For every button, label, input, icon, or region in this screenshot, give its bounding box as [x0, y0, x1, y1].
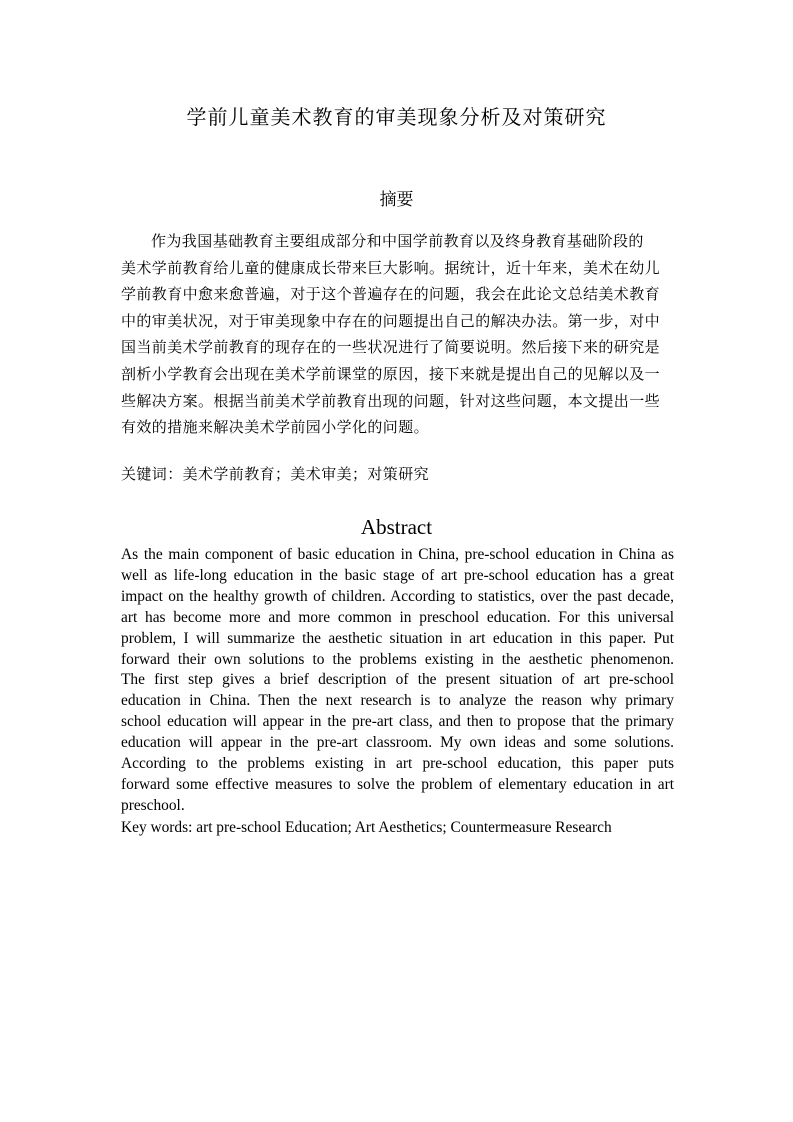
abstract-line: 国当前美术学前教育的现存在的一些状况进行了简要说明。然后接下来的研究是 [121, 338, 661, 357]
english-abstract-heading: Abstract [360, 515, 433, 539]
abstract-line: 些解决方案。根据当前美术学前教育出现的问题，针对这些问题，本文提出一些 [121, 391, 661, 410]
abstract-line: 中的审美状况，对于审美现象中存在的问题提出自己的解决办法。第一步，对中 [121, 311, 661, 330]
abstract-line: The first step gives a brief description of the present situation of art pre-school [121, 671, 674, 689]
abstract-line: school education will appear in the pre-art class, and then to propose that the primary [121, 713, 674, 731]
abstract-line: 剖析小学教育会出现在美术学前课堂的原因，接下来就是提出自己的见解以及一 [121, 364, 661, 383]
english-abstract-body [121, 545, 674, 817]
abstract-line: According to the problems existing in art pre-school education, this paper puts [121, 755, 674, 773]
abstract-line: 作为我国基础教育主要组成部分和中国学前教育以及终身教育基础阶段的 [151, 232, 644, 250]
abstract-line: As the main component of basic education in China, pre-school education in China as [121, 546, 674, 563]
paper-title: 学前儿童美术教育的审美现象分析及对策研究 [186, 105, 607, 129]
abstract-line: preschool. [121, 796, 185, 814]
abstract-line: art has become more and more common in preschool education. For this universal [121, 608, 674, 626]
abstract-line: well as life-long education in the basic stage of art pre-school education has a great [121, 566, 674, 584]
abstract-line: 有效的措施来解决美术学前园小学化的问题。 [121, 418, 430, 437]
abstract-line: 学前教育中愈来愈普遍，对于这个普遍存在的问题，我会在此论文总结美术教育 [121, 285, 661, 304]
abstract-line: forward their own solutions to the problems existing in the aesthetic phenomenon. [121, 650, 674, 668]
abstract-line: impact on the healthy growth of children. According to statistics, over the past decade, [121, 587, 674, 605]
abstract-line: 美术学前教育给儿童的健康成长带来巨大影响。据统计，近十年来，美术在幼儿 [121, 258, 661, 277]
abstract-line: forward some effective measures to solve the problem of elementary education in art [121, 775, 674, 793]
chinese-abstract-heading: 摘要 [379, 190, 414, 210]
abstract-line: education will appear in the pre-art classroom. My own ideas and some solutions. [121, 734, 674, 752]
english-keywords: Key words: art pre-school Education; Art Aesthetics; Countermeasure Research [121, 819, 612, 836]
chinese-keywords: 关键词：美术学前教育；美术审美；对策研究 [121, 465, 430, 483]
chinese-abstract-body [121, 228, 674, 441]
abstract-line: education in China. Then the next research is to analyze the reason why primary [121, 692, 674, 710]
abstract-line: problem, I will summarize the aesthetic situation in art education in this paper. Put [121, 629, 674, 647]
